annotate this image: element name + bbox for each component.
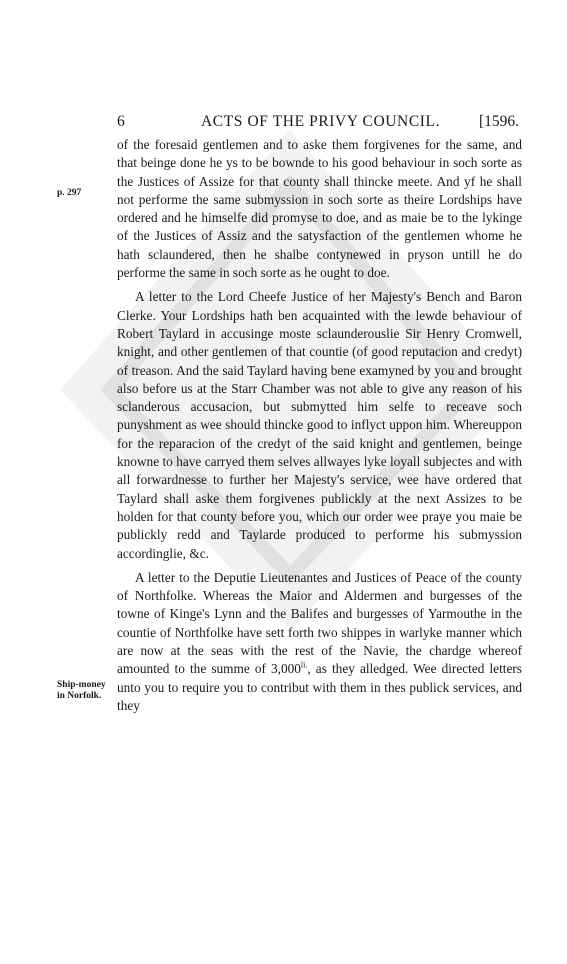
paragraph-letter-deputie-lieutenantes xyxy=(117,569,522,715)
paragraph-text: A letter to the Deputie Lieutenantes and Justices of Peace of the county of Northfolke. Whereas the Maior and Aldermen and burgesses of the towne of Kinge's Lynn and the Balifes and burgesses of Yarmouthe in the countie of Northfolke have sett forth two shippes in warlyke manner which are now at the seas with the rest of the Navie, the chardge whereof amounted to the summe of 3,000 xyxy=(117,569,522,677)
paragraph-letter-lord-cheefe-justice: A letter to the Lord Cheefe Justice of her Majesty's Bench and Baron Clerke. Your Lordships hath ben acquainted with the lewde behaviour of Robert Taylard in accusinge moste sclaunderouslie Sir Henry Cromwell, knight, and other gentlemen of that countie (of good reputacion and credyt) of treason. And the said Taylard having bene examyned by you and brought also before us at the Starr Chamber was not able to give any reason of his sclanderous accusacion, but submytted him selfe to receave soch punyshment as wee should thincke good to inflyct uppon him. Whereuppon for the reparacion of the credyt of the said knight and gentlemen, beinge knowne to have carryed them selves allwayes lyke loyall subjectes and with all forwardnesse to further her Majesty's service, wee have ordered that Taylard shall aske them forgivenes publickly at the next Assizes to be holden for that county before you, which our order wee praye you maie be publickly redd and Taylarde produced to performe his submyssion accordinglie, &c. xyxy=(117,289,522,561)
page-number: 6 xyxy=(117,113,125,130)
main-text xyxy=(117,136,522,721)
paragraph-text-end: , as they alledged. Wee directed letters unto you to require you to contribut with them in thes publick services, and they xyxy=(117,661,522,713)
margin-page-reference: p. 297 xyxy=(57,188,82,198)
running-title: ACTS OF THE PRIVY COUNCIL. xyxy=(201,113,441,130)
running-head xyxy=(117,112,519,132)
currency-superscript: li. xyxy=(300,660,308,670)
running-year: [1596. xyxy=(478,113,519,130)
margin-note-ship-money: Ship-money in Norfolk. xyxy=(57,680,106,701)
paragraph-continuation: of the foresaid gentlemen and to aske them forgivenes for the same, and that beinge done he ys to be bownde to his good behaviour in soch sorte as the Justices of Assize for that county shall thincke meete. And yf he shall not performe the same submyssion in soch sorte as theire Lordships have ordered and he himselfe did promyse to doe, and as maie be to the lykinge of the Justices of Assiz and the satysfaction of the gentlemen whome he hath sclaundered, then he shalbe contynewed in pryson untill he do performe the same in soch sorte as he ought to doe. xyxy=(117,137,522,281)
